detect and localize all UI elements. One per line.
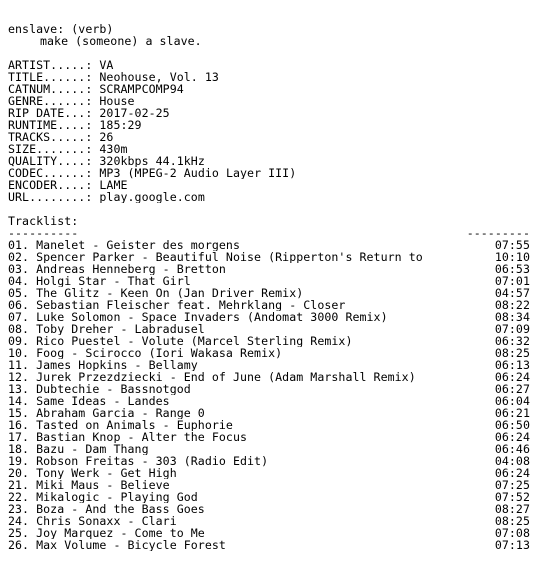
track-row [8,503,530,515]
info-row [8,143,530,155]
info-value: Neohouse, Vol. 13 [99,71,219,83]
info-label: URL........: [8,191,93,203]
tracklist-rule-row [8,227,530,239]
track-row [8,383,530,395]
track-duration: 07:55 [494,239,530,251]
info-row [8,155,530,167]
info-value: 26 [99,131,114,143]
info-value: House [99,95,135,107]
track-title: 03. Andreas Henneberg - Bretton [8,263,226,275]
track-title: 24. Chris Sonaxx - Clari [8,515,177,527]
track-duration: 06:24 [494,431,530,443]
tracklist-heading: Tracklist: [8,215,79,227]
track-title: 23. Boza - And the Bass Goes [8,503,205,515]
track-title: 12. Jurek Przezdziecki - End of June (Adam Marshall Remix) [8,371,416,383]
track-row [8,323,530,335]
info-row [8,191,530,203]
track-row [8,479,530,491]
track-row [8,359,530,371]
track-row [8,431,530,443]
track-title: 01. Manelet - Geister des morgens [8,239,240,251]
track-title: 20. Tony Werk - Get High [8,467,177,479]
info-row [8,71,530,83]
info-label: ENCODER....: [8,179,93,191]
info-label: SIZE.......: [8,143,93,155]
track-duration: 07:13 [494,539,530,551]
track-row [8,455,530,467]
track-duration: 06:50 [494,419,530,431]
track-row [8,299,530,311]
track-row [8,539,530,551]
track-row [8,443,530,455]
track-title: 21. Miki Maus - Believe [8,479,170,491]
track-duration: 10:10 [494,251,530,263]
track-duration: 07:08 [494,527,530,539]
track-title: 26. Max Volume - Bicycle Forest [8,539,226,551]
track-duration: 06:24 [494,467,530,479]
info-label: TRACKS.....: [8,131,93,143]
track-duration: 06:32 [494,335,530,347]
track-duration: 04:08 [494,455,530,467]
track-title: 04. Holgi Star - That Girl [8,275,191,287]
track-title: 11. James Hopkins - Bellamy [8,359,198,371]
info-label: CODEC......: [8,167,93,179]
track-title: 08. Toby Dreher - Labradusel [8,323,205,335]
track-title: 02. Spencer Parker - Beautiful Noise (Ripperton's Return to [8,251,423,263]
track-row [8,491,530,503]
info-label: RUNTIME....: [8,119,93,131]
info-value: LAME [99,179,128,191]
info-value: MP3 (MPEG-2 Audio Layer III) [99,167,297,179]
info-label: ARTIST.....: [8,59,93,71]
track-row [8,275,530,287]
track-title: 10. Foog - Scirocco (Iori Wakasa Remix) [8,347,283,359]
info-label: QUALITY....: [8,155,93,167]
tracklist-underline: ---------- [8,226,79,240]
info-row [8,83,530,95]
info-value: 430m [99,143,128,155]
track-duration: 08:27 [494,503,530,515]
track-row [8,335,530,347]
tracklist-duration-rule: --------- [466,226,530,240]
track-row [8,527,530,539]
info-row [8,131,530,143]
track-row [8,287,530,299]
track-title: 07. Luke Solomon - Space Invaders (Andomat 3000 Remix) [8,311,388,323]
info-label: CATNUM.....: [8,83,93,95]
track-duration: 04:57 [494,287,530,299]
track-row [8,515,530,527]
definition-meaning: make (someone) a slave. [40,35,202,47]
track-title: 05. The Glitz - Keen On (Jan Driver Remix) [8,287,304,299]
track-title: 17. Bastian Knop - Alter the Focus [8,431,248,443]
track-duration: 07:25 [494,479,530,491]
track-title: 19. Robson Freitas - 303 (Radio Edit) [8,455,269,467]
info-row [8,119,530,131]
track-duration: 08:34 [494,311,530,323]
track-title: 22. Mikalogic - Playing God [8,491,198,503]
track-duration: 08:25 [494,515,530,527]
track-title: 14. Same Ideas - Landes [8,395,170,407]
info-label: TITLE......: [8,71,93,83]
track-duration: 07:52 [494,491,530,503]
track-duration: 06:46 [494,443,530,455]
track-title: 15. Abraham Garcia - Range 0 [8,407,205,419]
track-duration: 07:01 [494,275,530,287]
info-value: 185:29 [99,119,142,131]
info-value: SCRAMPCOMP94 [99,83,184,95]
info-value: 2017-02-25 [99,107,170,119]
track-duration: 06:04 [494,395,530,407]
track-duration: 06:27 [494,383,530,395]
track-title: 18. Bazu - Dam Thang [8,443,149,455]
track-row [8,239,530,251]
track-duration: 08:25 [494,347,530,359]
track-title: 06. Sebastian Fleischer feat. Mehrklang - Closer [8,299,346,311]
track-duration: 08:22 [494,299,530,311]
release-info [8,59,530,203]
track-duration: 06:24 [494,371,530,383]
tracklist [8,239,530,551]
spacer [8,203,530,215]
info-row [8,179,530,191]
track-row [8,371,530,383]
info-row [8,107,530,119]
track-row [8,395,530,407]
track-duration: 06:53 [494,263,530,275]
track-duration: 07:09 [494,323,530,335]
track-duration: 06:13 [494,359,530,371]
info-value: VA [99,59,114,71]
track-duration: 06:21 [494,407,530,419]
definition-word: enslave: (verb) [8,23,114,35]
info-label: GENRE......: [8,95,93,107]
track-title: 13. Dubtechie - Bassnotgod [8,383,191,395]
info-label: RIP DATE...: [8,107,93,119]
spacer [8,47,530,59]
track-row [8,347,530,359]
track-row [8,419,530,431]
track-row [8,467,530,479]
info-row [8,167,530,179]
track-title: 09. Rico Puestel - Volute (Marcel Sterling Remix) [8,335,353,347]
info-value: 320kbps 44.1kHz [99,155,205,167]
track-row [8,407,530,419]
track-row [8,263,530,275]
info-row [8,95,530,107]
track-row [8,311,530,323]
track-title: 25. Joy Marquez - Come to Me [8,527,205,539]
info-value: play.google.com [99,191,205,203]
track-row [8,251,530,263]
info-row [8,59,530,71]
track-title: 16. Tasted on Animals - Euphorie [8,419,233,431]
nfo-document [8,23,530,551]
